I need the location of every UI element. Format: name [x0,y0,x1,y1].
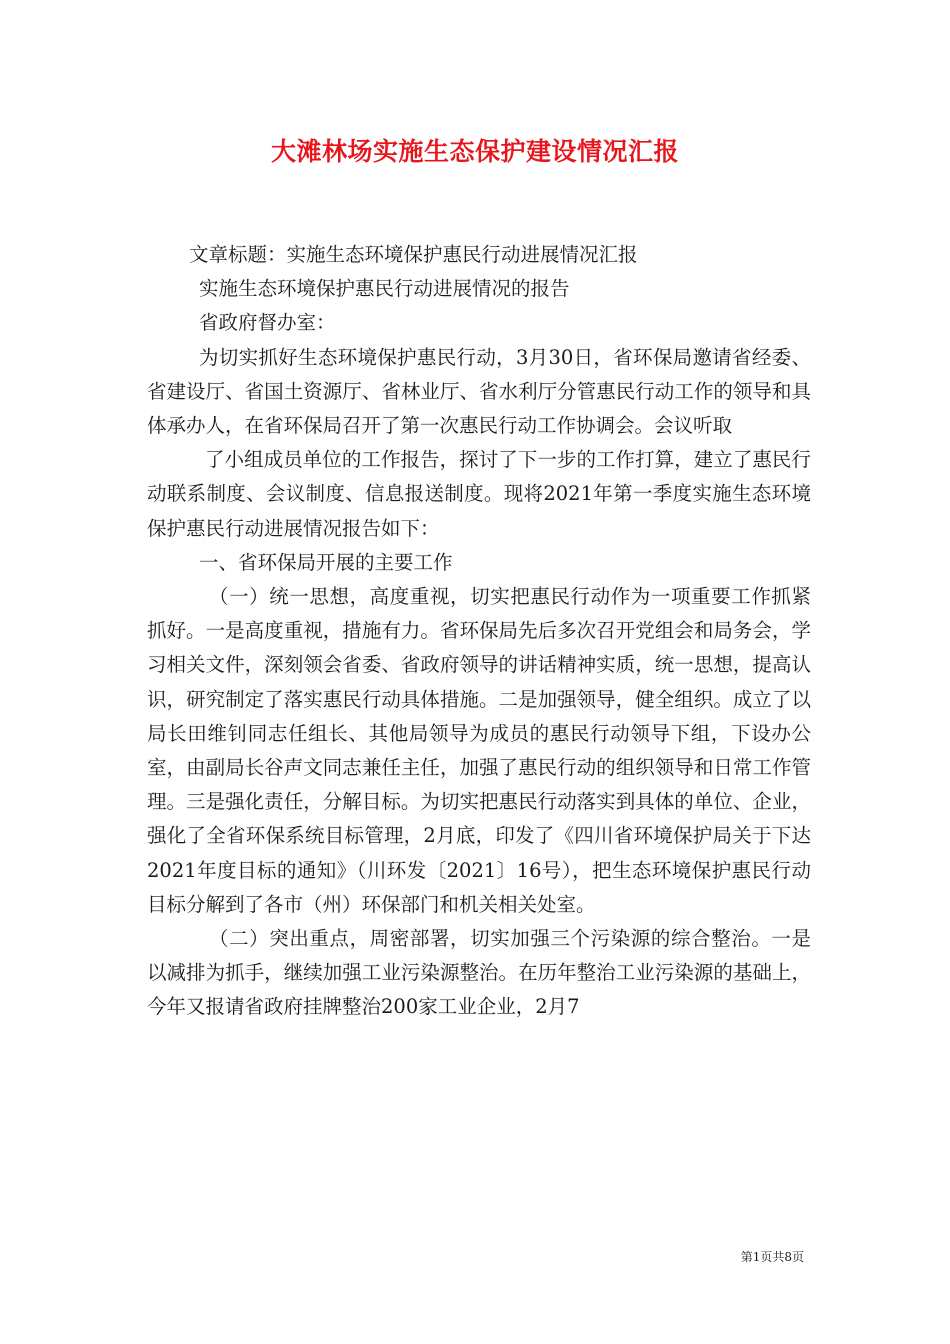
body-paragraph: （一）统一思想，高度重视，切实把惠民行动作为一项重要工作抓紧抓好。一是高度重视，措施有力。省环保局先后多次召开党组会和局务会，学习相关文件，深刻领会省委、省政府领导的讲话精神实质，统一思想，提高认识，研究制定了落实惠民行动具体措施。二是加强领导，健全组织。成立了以局长田维钊同志任组长、其他局领导为成员的惠民行动领导下组，下设办公室，由副局长谷声文同志兼任主任，加强了惠民行动的组织领导和日常工作管理。三是强化责任，分解目标。为切实把惠民行动落实到具体的单位、企业，强化了全省环保系统目标管理，2月底，印发了《四川省环境保护局关于下达2021年度目标的通知》（川环发〔2021〕16号），把生态环境保护惠民行动目标分解到了各市（州）环保部门和机关相关处室。 [147,585,811,916]
document-title: 大滩林场实施生态保护建设情况汇报 [270,137,679,166]
body-paragraph: 为切实抓好生态环境保护惠民行动，3月30日，省环保局邀请省经委、省建设厅、省国土资源厅、省林业厅、省水利厅分管惠民行动工作的领导和具体承办人，在省环保局召开了第一次惠民行动工作协调会。会议听取 [147,345,811,438]
salutation: 省政府督办室： [199,311,336,335]
section-heading: 一、省环保局开展的主要工作 [199,550,453,574]
report-subtitle: 实施生态环境保护惠民行动进展情况的报告 [199,277,570,301]
body-paragraph: （二）突出重点，周密部署，切实加强三个污染源的综合整治。一是以减排为抓手，继续加强工业污染源整治。在历年整治工业污染源的基础上，今年又报请省政府挂牌整治200家工业企业，2月7 [147,927,811,1019]
article-title-line: 文章标题：实施生态环境保护惠民行动进展情况汇报 [189,243,638,266]
body-paragraph: 了小组成员单位的工作报告，探讨了下一步的工作打算，建立了惠民行动联系制度、会议制度、信息报送制度。现将2021年第一季度实施生态环境保护惠民行动进展情况报告如下： [147,448,811,540]
page-number: 第1页共8页 [740,1250,804,1264]
document-body [147,238,811,1025]
